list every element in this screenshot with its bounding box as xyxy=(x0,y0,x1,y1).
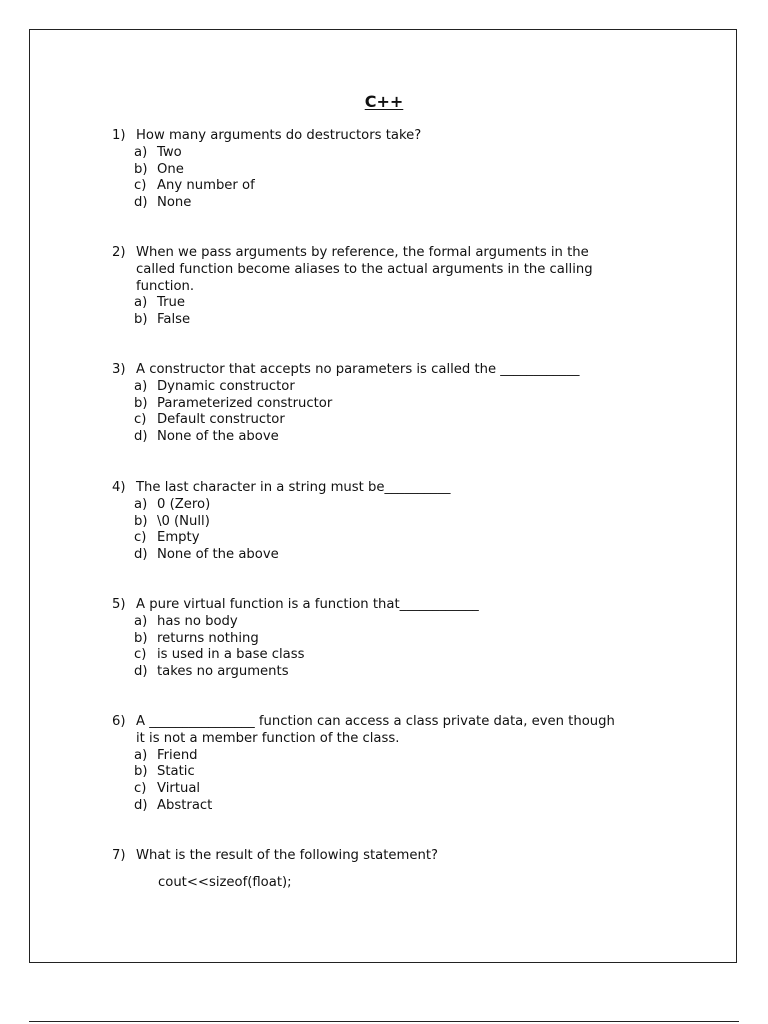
option-item xyxy=(112,631,622,648)
option-label: a) xyxy=(134,747,148,763)
option-label: d) xyxy=(134,195,148,211)
option-label: a) xyxy=(134,144,148,160)
option-label: b) xyxy=(134,395,148,411)
option-item xyxy=(112,798,622,815)
option-text: Any number of xyxy=(157,178,255,194)
question-line xyxy=(112,597,622,614)
option-item xyxy=(112,530,622,547)
page-title xyxy=(0,93,768,111)
option-text: Default constructor xyxy=(157,412,285,428)
question-number: 1) xyxy=(112,128,126,143)
option-label: a) xyxy=(134,295,148,311)
option-label: b) xyxy=(134,161,148,177)
option-item xyxy=(112,781,622,798)
option-text: None of the above xyxy=(157,547,279,563)
option-label: a) xyxy=(134,378,148,394)
option-text: is used in a base class xyxy=(157,647,305,663)
option-text: 0 (Zero) xyxy=(157,496,211,512)
option-text: Two xyxy=(157,144,182,160)
option-list xyxy=(112,379,622,446)
question-4 xyxy=(112,480,622,564)
question-2 xyxy=(112,245,622,329)
question-number: 5) xyxy=(112,597,126,612)
question-7 xyxy=(112,848,622,892)
option-item xyxy=(112,664,622,681)
question-text: When we pass arguments by reference, the formal arguments in the called function become aliases to the actual arguments in the calling function. xyxy=(136,245,593,294)
question-line xyxy=(112,848,622,865)
question-text: How many arguments do destructors take? xyxy=(136,128,422,143)
option-item xyxy=(112,748,622,765)
question-text: The last character in a string must be__________ xyxy=(136,480,451,495)
option-label: d) xyxy=(134,797,148,813)
question-number: 7) xyxy=(112,848,126,863)
question-number: 4) xyxy=(112,480,126,495)
option-item xyxy=(112,295,622,312)
option-list xyxy=(112,748,622,815)
option-text: returns nothing xyxy=(157,630,259,646)
option-item xyxy=(112,647,622,664)
option-item xyxy=(112,412,622,429)
option-item xyxy=(112,379,622,396)
question-text: A ________________ function can access a class private data, even though it is not a member function of the class. xyxy=(136,714,615,746)
option-text: takes no arguments xyxy=(157,664,289,680)
question-number: 6) xyxy=(112,714,126,729)
option-label: c) xyxy=(134,647,147,663)
question-3 xyxy=(112,362,622,446)
option-label: c) xyxy=(134,178,147,194)
option-list xyxy=(112,295,622,329)
question-number: 3) xyxy=(112,362,126,377)
option-text: None of the above xyxy=(157,429,279,445)
option-text: True xyxy=(157,295,186,311)
question-1 xyxy=(112,128,622,212)
option-item xyxy=(112,547,622,564)
option-label: a) xyxy=(134,613,148,629)
question-6 xyxy=(112,714,622,815)
option-list xyxy=(112,614,622,681)
option-text: has no body xyxy=(157,613,238,629)
option-label: c) xyxy=(134,781,147,797)
option-item xyxy=(112,514,622,531)
option-label: b) xyxy=(134,630,148,646)
page-bottom-rule xyxy=(29,1021,739,1022)
option-label: b) xyxy=(134,513,148,529)
option-label: d) xyxy=(134,664,148,680)
option-list xyxy=(112,145,622,212)
option-text: \0 (Null) xyxy=(157,513,210,529)
option-item xyxy=(112,614,622,631)
option-text: False xyxy=(157,312,191,328)
question-number: 2) xyxy=(112,245,126,260)
option-label: c) xyxy=(134,412,147,428)
question-line xyxy=(112,245,622,295)
question-text: A pure virtual function is a function that____________ xyxy=(136,597,479,612)
option-label: b) xyxy=(134,764,148,780)
question-line xyxy=(112,480,622,497)
question-5 xyxy=(112,597,622,681)
option-label: b) xyxy=(134,312,148,328)
question-text: What is the result of the following statement? xyxy=(136,848,439,863)
question-text: A constructor that accepts no parameters is called the ____________ xyxy=(136,362,580,377)
option-text: Dynamic constructor xyxy=(157,378,295,394)
option-item xyxy=(112,195,622,212)
option-item xyxy=(112,145,622,162)
option-text: Virtual xyxy=(157,781,201,797)
option-text: Friend xyxy=(157,747,198,763)
option-item xyxy=(112,429,622,446)
option-text: Static xyxy=(157,764,195,780)
option-item xyxy=(112,312,622,329)
option-text: Parameterized constructor xyxy=(157,395,333,411)
option-label: c) xyxy=(134,530,147,546)
option-item xyxy=(112,764,622,781)
option-list xyxy=(112,497,622,564)
option-item xyxy=(112,162,622,179)
option-label: a) xyxy=(134,496,148,512)
page-title-text: C++ xyxy=(364,92,404,111)
question-line xyxy=(112,128,622,145)
option-text: None xyxy=(157,195,192,211)
option-item xyxy=(112,497,622,514)
option-label: d) xyxy=(134,547,148,563)
option-label: d) xyxy=(134,429,148,445)
option-text: One xyxy=(157,161,184,177)
option-item xyxy=(112,178,622,195)
option-text: Empty xyxy=(157,530,200,546)
option-item xyxy=(112,396,622,413)
question-line xyxy=(112,362,622,379)
question-line xyxy=(112,714,622,748)
code-snippet: cout<<sizeof(float); xyxy=(158,874,292,890)
option-text: Abstract xyxy=(157,797,213,813)
